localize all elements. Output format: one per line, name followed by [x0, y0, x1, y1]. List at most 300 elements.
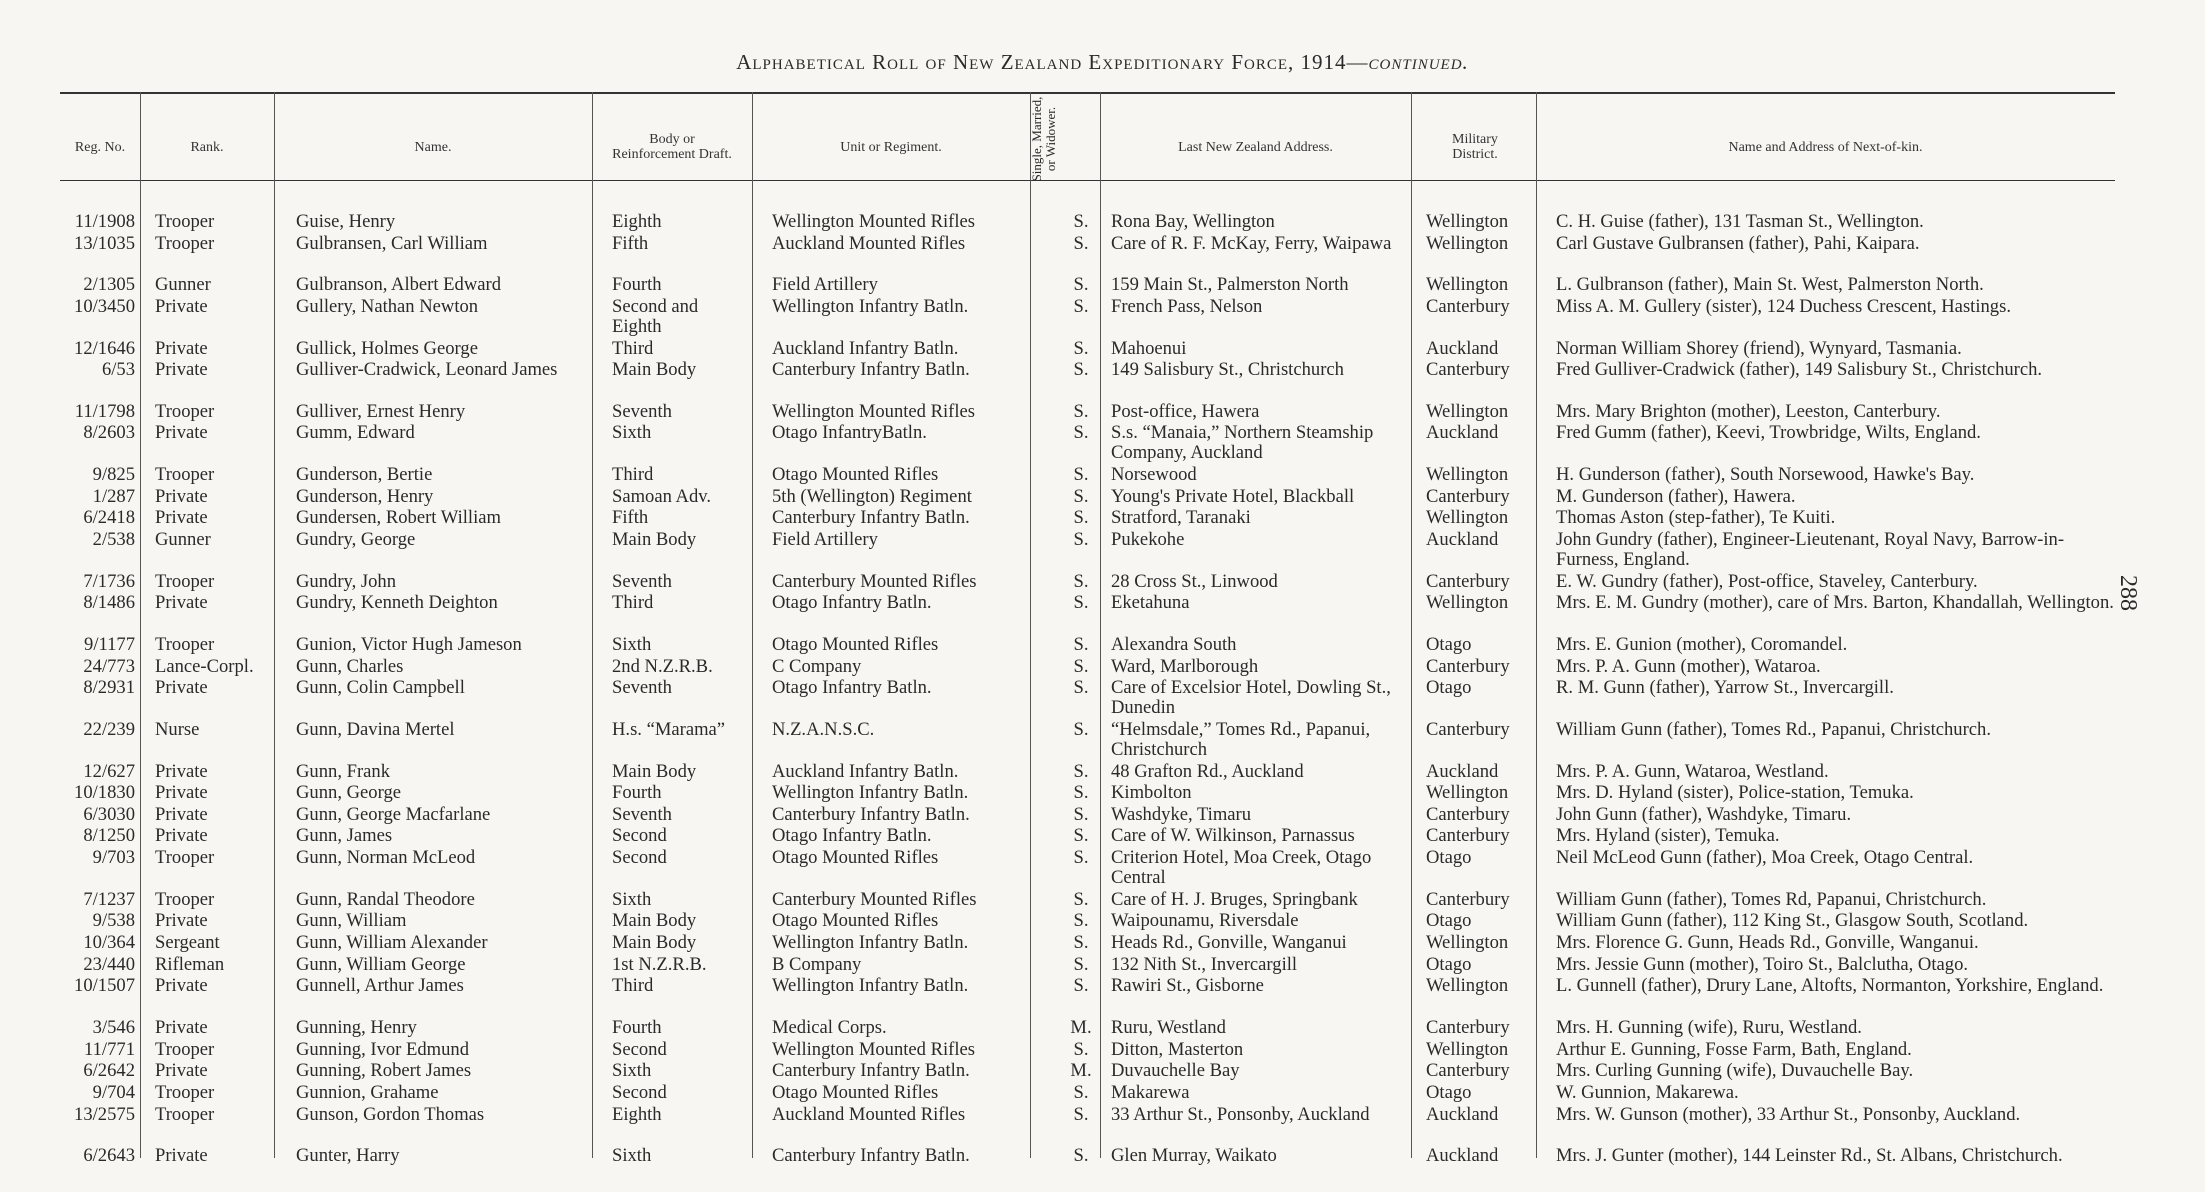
- marital-cell: S.: [1073, 888, 1089, 910]
- rank-cell: Trooper: [155, 232, 215, 254]
- name-cell: Gunn, Frank: [296, 760, 390, 782]
- rank-cell: Trooper: [155, 847, 215, 869]
- marital-cell: S.: [1073, 1103, 1089, 1125]
- table-row: [60, 1061, 2115, 1081]
- next-of-kin-cell: Mrs. P. A. Gunn, Wataroa, Westland.: [1556, 760, 1829, 782]
- reg-no-cell: 24/773: [83, 655, 135, 677]
- district-cell: Canterbury: [1426, 1016, 1510, 1038]
- name-cell: Gunn, George Macfarlane: [296, 803, 491, 825]
- name-cell: Gunn, William: [296, 910, 407, 932]
- unit-cell: Wellington Mounted Rifles: [772, 1038, 976, 1060]
- body-cell: Third: [612, 337, 654, 359]
- district-cell: Otago: [1426, 910, 1472, 932]
- next-of-kin-cell: Fred Gumm (father), Keevi, Trowbridge, Wilts, England.: [1556, 422, 1981, 444]
- rank-cell: Trooper: [155, 1081, 215, 1103]
- unit-cell: 5th (Wellington) Regiment: [772, 485, 972, 507]
- unit-cell: Canterbury Infantry Batln.: [772, 359, 970, 381]
- header-next-of-kin: Name and Address of Next-of-kin.: [1728, 139, 1923, 155]
- table-row: [60, 402, 2115, 422]
- marital-cell: S.: [1073, 295, 1089, 317]
- unit-cell: Wellington Infantry Batln.: [772, 782, 969, 804]
- unit-cell: C Company: [772, 655, 862, 677]
- table-row: [60, 783, 2115, 803]
- body-cell: Sixth: [612, 1060, 652, 1082]
- address-cell: Duvauchelle Bay: [1111, 1060, 1240, 1082]
- marital-cell: S.: [1073, 633, 1089, 655]
- next-of-kin-cell: Neil McLeod Gunn (father), Moa Creek, Otago Central.: [1556, 847, 1974, 869]
- title-main: Alphabetical Roll of New Zealand Expeditionary Force, 1914—: [736, 50, 1369, 74]
- marital-cell: S.: [1073, 677, 1089, 699]
- rank-cell: Private: [155, 782, 208, 804]
- district-cell: Canterbury: [1426, 1060, 1510, 1082]
- reg-no-cell: 11/1908: [74, 211, 135, 232]
- district-cell: Auckland: [1426, 1145, 1499, 1167]
- district-cell: Canterbury: [1426, 825, 1510, 847]
- body-cell: Seventh: [612, 400, 672, 422]
- rank-cell: Trooper: [155, 464, 215, 486]
- district-cell: Auckland: [1426, 1103, 1499, 1125]
- district-cell: Canterbury: [1426, 718, 1510, 740]
- table-row: [60, 508, 2115, 528]
- rank-cell: Rifleman: [155, 953, 225, 975]
- rank-cell: Private: [155, 1145, 208, 1167]
- reg-no-cell: 13/2575: [74, 1103, 135, 1125]
- unit-cell: Otago Mounted Rifles: [772, 464, 939, 486]
- marital-cell: S.: [1073, 507, 1089, 529]
- body-cell: Fifth: [612, 507, 649, 529]
- rank-cell: Private: [155, 760, 208, 782]
- unit-cell: Field Artillery: [772, 529, 878, 551]
- rank-cell: Private: [155, 485, 208, 507]
- rank-cell: Private: [155, 507, 208, 529]
- body-cell: Main Body: [612, 932, 697, 954]
- address-cell: S.s. “Manaia,” Northern Steamship Company, Auckland: [1111, 422, 1374, 464]
- name-cell: Gullick, Holmes George: [296, 337, 478, 359]
- address-cell: Washdyke, Timaru: [1111, 803, 1252, 825]
- district-cell: Otago: [1426, 953, 1472, 975]
- unit-cell: B Company: [772, 953, 862, 975]
- district-cell: Canterbury: [1426, 485, 1510, 507]
- address-cell: Ruru, Westland: [1111, 1016, 1226, 1038]
- marital-cell: S.: [1073, 953, 1089, 975]
- marital-cell: S.: [1073, 232, 1089, 254]
- marital-cell: S.: [1073, 400, 1089, 422]
- table-row: [60, 487, 2115, 507]
- unit-cell: Canterbury Mounted Rifles: [772, 888, 977, 910]
- table-row: [60, 423, 2115, 463]
- address-cell: 159 Main St., Palmerston North: [1111, 274, 1349, 296]
- body-cell: Main Body: [612, 910, 697, 932]
- unit-cell: Auckland Mounted Rifles: [772, 1103, 966, 1125]
- name-cell: Gundry, John: [296, 570, 397, 592]
- marital-cell: M.: [1070, 1060, 1092, 1082]
- district-cell: Wellington: [1426, 975, 1509, 997]
- rank-cell: Private: [155, 677, 208, 699]
- address-cell: 132 Nith St., Invercargill: [1111, 953, 1298, 975]
- body-cell: Sixth: [612, 422, 652, 444]
- marital-cell: S.: [1073, 1081, 1089, 1103]
- address-cell: Rona Bay, Wellington: [1111, 211, 1275, 232]
- body-cell: Third: [612, 464, 654, 486]
- table-row: [60, 1040, 2115, 1060]
- rank-cell: Trooper: [155, 1103, 215, 1125]
- next-of-kin-cell: Mrs. W. Gunson (mother), 33 Arthur St., Ponsonby, Auckland.: [1556, 1103, 2021, 1125]
- name-cell: Guise, Henry: [296, 211, 396, 232]
- unit-cell: Otago Mounted Rifles: [772, 633, 939, 655]
- rank-cell: Private: [155, 975, 208, 997]
- district-cell: Wellington: [1426, 932, 1509, 954]
- header-district: Military District.: [1452, 132, 1498, 162]
- address-cell: Eketahuna: [1111, 592, 1190, 614]
- reg-no-cell: 7/1237: [83, 888, 135, 910]
- next-of-kin-cell: Arthur E. Gunning, Fosse Farm, Bath, England.: [1556, 1038, 1912, 1060]
- address-cell: Post-office, Hawera: [1111, 400, 1260, 422]
- rank-cell: Private: [155, 910, 208, 932]
- unit-cell: Wellington Infantry Batln.: [772, 975, 969, 997]
- rank-cell: Trooper: [155, 1038, 215, 1060]
- district-cell: Wellington: [1426, 592, 1509, 614]
- marital-cell: S.: [1073, 337, 1089, 359]
- body-cell: Eighth: [612, 1103, 662, 1125]
- address-cell: French Pass, Nelson: [1111, 295, 1263, 317]
- address-cell: 149 Salisbury St., Christchurch: [1111, 359, 1344, 381]
- body-cell: 2nd N.Z.R.B.: [612, 655, 713, 677]
- address-cell: Makarewa: [1111, 1081, 1190, 1103]
- rank-cell: Private: [155, 337, 208, 359]
- table-row: [60, 955, 2115, 975]
- address-cell: 33 Arthur St., Ponsonby, Auckland: [1111, 1103, 1370, 1125]
- next-of-kin-cell: E. W. Gundry (father), Post-office, Staveley, Canterbury.: [1556, 570, 1978, 592]
- table-row: [60, 911, 2115, 931]
- next-of-kin-cell: Norman William Shorey (friend), Wynyard, Tasmania.: [1556, 337, 1962, 359]
- body-cell: Main Body: [612, 529, 697, 551]
- unit-cell: Field Artillery: [772, 274, 878, 296]
- table-row: [60, 933, 2115, 953]
- rank-cell: Private: [155, 295, 208, 317]
- reg-no-cell: 22/239: [83, 718, 135, 740]
- next-of-kin-cell: M. Gunderson (father), Hawera.: [1556, 485, 1796, 507]
- body-cell: Fourth: [612, 1016, 662, 1038]
- marital-cell: S.: [1073, 975, 1089, 997]
- reg-no-cell: 10/364: [83, 932, 135, 954]
- name-cell: Gundersen, Robert William: [296, 507, 501, 529]
- name-cell: Gulbransen, Carl William: [296, 232, 488, 254]
- rank-cell: Gunner: [155, 529, 211, 551]
- next-of-kin-cell: Mrs. E. M. Gundry (mother), care of Mrs. Barton, Khandallah, Wellington.: [1556, 592, 2114, 614]
- next-of-kin-cell: L. Gulbranson (father), Main St. West, Palmerston North.: [1556, 274, 1984, 296]
- marital-cell: S.: [1073, 825, 1089, 847]
- district-cell: Otago: [1426, 1081, 1472, 1103]
- rank-cell: Trooper: [155, 211, 215, 232]
- marital-cell: S.: [1073, 485, 1089, 507]
- district-cell: Wellington: [1426, 232, 1509, 254]
- district-cell: Canterbury: [1426, 570, 1510, 592]
- table-row: [60, 678, 2115, 718]
- body-cell: Second and Eighth: [612, 295, 699, 337]
- reg-no-cell: 6/2642: [83, 1060, 135, 1082]
- address-cell: Glen Murray, Waikato: [1111, 1145, 1277, 1167]
- rank-cell: Private: [155, 825, 208, 847]
- marital-cell: S.: [1073, 422, 1089, 444]
- reg-no-cell: 1/287: [92, 485, 135, 507]
- rank-cell: Lance-Corpl.: [155, 655, 254, 677]
- reg-no-cell: 7/1736: [83, 570, 135, 592]
- body-cell: Second: [612, 1081, 667, 1103]
- district-cell: Wellington: [1426, 782, 1509, 804]
- body-cell: Eighth: [612, 211, 662, 232]
- name-cell: Gunning, Henry: [296, 1016, 417, 1038]
- reg-no-cell: 11/1798: [74, 400, 135, 422]
- name-cell: Gunderson, Henry: [296, 485, 434, 507]
- body-cell: Main Body: [612, 359, 697, 381]
- name-cell: Gunnion, Grahame: [296, 1081, 439, 1103]
- body-cell: Third: [612, 975, 654, 997]
- reg-no-cell: 6/2643: [83, 1145, 135, 1167]
- rank-cell: Trooper: [155, 570, 215, 592]
- address-cell: Rawiri St., Gisborne: [1111, 975, 1264, 997]
- body-cell: Seventh: [612, 570, 672, 592]
- marital-cell: S.: [1073, 592, 1089, 614]
- table-row: [60, 848, 2115, 888]
- next-of-kin-cell: William Gunn (father), 112 King St., Glasgow South, Scotland.: [1556, 910, 2029, 932]
- reg-no-cell: 13/1035: [74, 232, 135, 254]
- unit-cell: Canterbury Mounted Rifles: [772, 570, 977, 592]
- table-row: [60, 339, 2115, 359]
- next-of-kin-cell: Mrs. Curling Gunning (wife), Duvauchelle Bay.: [1556, 1060, 1914, 1082]
- address-cell: Norsewood: [1111, 464, 1197, 486]
- marital-cell: S.: [1073, 570, 1089, 592]
- body-cell: Sixth: [612, 888, 652, 910]
- reg-no-cell: 8/1486: [83, 592, 135, 614]
- table-row: [60, 465, 2115, 485]
- unit-cell: Auckland Infantry Batln.: [772, 337, 959, 359]
- district-cell: Canterbury: [1426, 888, 1510, 910]
- next-of-kin-cell: William Gunn (father), Tomes Rd, Papanui, Christchurch.: [1556, 888, 1987, 910]
- reg-no-cell: 9/704: [92, 1081, 135, 1103]
- unit-cell: Canterbury Infantry Batln.: [772, 1145, 970, 1167]
- marital-cell: S.: [1073, 359, 1089, 381]
- header-reg-no: Reg. No.: [74, 139, 126, 155]
- marital-cell: S.: [1073, 529, 1089, 551]
- marital-cell: S.: [1073, 464, 1089, 486]
- next-of-kin-cell: John Gunn (father), Washdyke, Timaru.: [1556, 803, 1852, 825]
- body-cell: Third: [612, 592, 654, 614]
- unit-cell: Wellington Infantry Batln.: [772, 295, 969, 317]
- rank-cell: Private: [155, 422, 208, 444]
- unit-cell: Wellington Infantry Batln.: [772, 932, 969, 954]
- name-cell: Gunning, Robert James: [296, 1060, 472, 1082]
- body-cell: Main Body: [612, 760, 697, 782]
- body-cell: Fourth: [612, 274, 662, 296]
- table-row: [60, 297, 2115, 337]
- name-cell: Gunn, Davina Mertel: [296, 718, 455, 740]
- district-cell: Canterbury: [1426, 655, 1510, 677]
- rank-cell: Nurse: [155, 718, 200, 740]
- marital-cell: S.: [1073, 655, 1089, 677]
- body-cell: H.s. “Marama”: [612, 718, 726, 740]
- table-row: [60, 657, 2115, 677]
- rank-cell: Private: [155, 359, 208, 381]
- marital-cell: S.: [1073, 760, 1089, 782]
- name-cell: Gumm, Edward: [296, 422, 415, 444]
- address-cell: Care of R. F. McKay, Ferry, Waipawa: [1111, 232, 1392, 254]
- district-cell: Canterbury: [1426, 295, 1510, 317]
- address-cell: Mahoenui: [1111, 337, 1187, 359]
- table-row: [60, 762, 2115, 782]
- next-of-kin-cell: Carl Gustave Gulbransen (father), Pahi, Kaipara.: [1556, 232, 1920, 254]
- unit-cell: Canterbury Infantry Batln.: [772, 803, 970, 825]
- marital-cell: S.: [1073, 274, 1089, 296]
- marital-cell: S.: [1073, 782, 1089, 804]
- name-cell: Gunn, William George: [296, 953, 466, 975]
- body-cell: Samoan Adv.: [612, 485, 711, 507]
- unit-cell: Otago InfantryBatln.: [772, 422, 927, 444]
- district-cell: Wellington: [1426, 211, 1509, 232]
- page-number: 288: [2115, 575, 2141, 611]
- rank-cell: Private: [155, 803, 208, 825]
- unit-cell: Otago Infantry Batln.: [772, 677, 932, 699]
- body-cell: Second: [612, 847, 667, 869]
- unit-cell: Otago Mounted Rifles: [772, 847, 939, 869]
- address-cell: 48 Grafton Rd., Auckland: [1111, 760, 1304, 782]
- name-cell: Gunn, William Alexander: [296, 932, 488, 954]
- table-row: [60, 530, 2115, 570]
- district-cell: Auckland: [1426, 760, 1499, 782]
- rank-cell: Trooper: [155, 633, 215, 655]
- table-row: [60, 275, 2115, 295]
- marital-cell: S.: [1073, 718, 1089, 740]
- reg-no-cell: 6/3030: [83, 803, 135, 825]
- reg-no-cell: 3/546: [92, 1016, 135, 1038]
- next-of-kin-cell: H. Gunderson (father), South Norsewood, Hawke's Bay.: [1556, 464, 1975, 486]
- address-cell: Care of Excelsior Hotel, Dowling St., Dunedin: [1111, 677, 1391, 719]
- title-continued: continued.: [1368, 50, 1469, 74]
- name-cell: Gullery, Nathan Newton: [296, 295, 479, 317]
- table-row: [60, 805, 2115, 825]
- unit-cell: Otago Mounted Rifles: [772, 1081, 939, 1103]
- district-cell: Wellington: [1426, 464, 1509, 486]
- name-cell: Gundry, George: [296, 529, 416, 551]
- district-cell: Wellington: [1426, 274, 1509, 296]
- roll-rows: [60, 212, 2115, 1188]
- reg-no-cell: 9/703: [92, 847, 135, 869]
- next-of-kin-cell: Mrs. Hyland (sister), Temuka.: [1556, 825, 1780, 847]
- next-of-kin-cell: R. M. Gunn (father), Yarrow St., Invercargill.: [1556, 677, 1894, 699]
- reg-no-cell: 11/771: [84, 1038, 135, 1060]
- next-of-kin-cell: Mrs. J. Gunter (mother), 144 Leinster Rd., St. Albans, Christchurch.: [1556, 1145, 2063, 1167]
- unit-cell: Auckland Infantry Batln.: [772, 760, 959, 782]
- district-cell: Wellington: [1426, 400, 1509, 422]
- next-of-kin-cell: William Gunn (father), Tomes Rd., Papanui, Christchurch.: [1556, 718, 1991, 740]
- unit-cell: Canterbury Infantry Batln.: [772, 1060, 970, 1082]
- reg-no-cell: 8/1250: [83, 825, 135, 847]
- marital-cell: S.: [1073, 1038, 1089, 1060]
- rank-cell: Private: [155, 1016, 208, 1038]
- body-cell: Seventh: [612, 803, 672, 825]
- next-of-kin-cell: Mrs. D. Hyland (sister), Police-station, Temuka.: [1556, 782, 1914, 804]
- unit-cell: N.Z.A.N.S.C.: [772, 718, 875, 740]
- table-row: [60, 1105, 2115, 1145]
- name-cell: Gunderson, Bertie: [296, 464, 433, 486]
- top-rule: [60, 92, 2115, 94]
- next-of-kin-cell: L. Gunnell (father), Drury Lane, Altofts, Normanton, Yorkshire, England.: [1556, 975, 2104, 997]
- district-cell: Wellington: [1426, 507, 1509, 529]
- next-of-kin-cell: Mrs. H. Gunning (wife), Ruru, Westland.: [1556, 1016, 1862, 1038]
- rank-cell: Trooper: [155, 400, 215, 422]
- body-cell: 1st N.Z.R.B.: [612, 953, 707, 975]
- unit-cell: Auckland Mounted Rifles: [772, 232, 966, 254]
- next-of-kin-cell: Thomas Aston (step-father), Te Kuiti.: [1556, 507, 1836, 529]
- reg-no-cell: 9/825: [92, 464, 135, 486]
- unit-cell: Medical Corps.: [772, 1016, 887, 1038]
- reg-no-cell: 6/53: [101, 359, 135, 381]
- district-cell: Wellington: [1426, 1038, 1509, 1060]
- unit-cell: Canterbury Infantry Batln.: [772, 507, 970, 529]
- name-cell: Gunn, George: [296, 782, 401, 804]
- district-cell: Otago: [1426, 677, 1472, 699]
- district-cell: Auckland: [1426, 529, 1499, 551]
- next-of-kin-cell: Fred Gulliver-Cradwick (father), 149 Salisbury St., Christchurch.: [1556, 359, 2043, 381]
- address-cell: Young's Private Hotel, Blackball: [1111, 485, 1355, 507]
- body-cell: Seventh: [612, 677, 672, 699]
- district-cell: Canterbury: [1426, 803, 1510, 825]
- name-cell: Gunn, Randal Theodore: [296, 888, 475, 910]
- district-cell: Otago: [1426, 633, 1472, 655]
- next-of-kin-cell: W. Gunnion, Makarewa.: [1556, 1081, 1739, 1103]
- address-cell: Ditton, Masterton: [1111, 1038, 1244, 1060]
- rank-cell: Trooper: [155, 888, 215, 910]
- address-cell: Care of H. J. Bruges, Springbank: [1111, 888, 1358, 910]
- address-cell: 28 Cross St., Linwood: [1111, 570, 1278, 592]
- body-cell: Second: [612, 825, 667, 847]
- header-marital: Single, Married, or Widower.: [1029, 96, 1058, 182]
- table-row: [60, 826, 2115, 846]
- address-cell: Kimbolton: [1111, 782, 1192, 804]
- name-cell: Gunn, Norman McLeod: [296, 847, 476, 869]
- name-cell: Gulliver, Ernest Henry: [296, 400, 466, 422]
- next-of-kin-cell: C. H. Guise (father), 131 Tasman St., Wellington.: [1556, 211, 1924, 232]
- address-cell: Care of W. Wilkinson, Parnassus: [1111, 825, 1355, 847]
- rank-cell: Gunner: [155, 274, 211, 296]
- address-cell: “Helmsdale,” Tomes Rd., Papanui, Christchurch: [1111, 718, 1371, 760]
- table-row: [60, 1083, 2115, 1103]
- rank-cell: Private: [155, 1060, 208, 1082]
- name-cell: Gundry, Kenneth Deighton: [296, 592, 498, 614]
- name-cell: Gunter, Harry: [296, 1145, 400, 1167]
- body-cell: Sixth: [612, 1145, 652, 1167]
- table-row: [60, 890, 2115, 910]
- marital-cell: S.: [1073, 910, 1089, 932]
- header-rank: Rank.: [190, 139, 224, 155]
- address-cell: Alexandra South: [1111, 633, 1237, 655]
- reg-no-cell: 2/538: [92, 529, 135, 551]
- table-row: [60, 1146, 2115, 1186]
- table-row: [60, 635, 2115, 655]
- next-of-kin-cell: John Gundry (father), Engineer-Lieutenant, Royal Navy, Barrow-in-Furness, England.: [1556, 529, 2065, 571]
- name-cell: Gunning, Ivor Edmund: [296, 1038, 470, 1060]
- table-row: [60, 360, 2115, 400]
- district-cell: Canterbury: [1426, 359, 1510, 381]
- district-cell: Auckland: [1426, 337, 1499, 359]
- reg-no-cell: 23/440: [83, 953, 135, 975]
- reg-no-cell: 2/1305: [83, 274, 135, 296]
- next-of-kin-cell: Mrs. Jessie Gunn (mother), Toiro St., Balclutha, Otago.: [1556, 953, 1969, 975]
- reg-no-cell: 10/1507: [74, 975, 135, 997]
- address-cell: Waipounamu, Riversdale: [1111, 910, 1299, 932]
- body-cell: Second: [612, 1038, 667, 1060]
- body-cell: Fourth: [612, 782, 662, 804]
- marital-cell: S.: [1073, 803, 1089, 825]
